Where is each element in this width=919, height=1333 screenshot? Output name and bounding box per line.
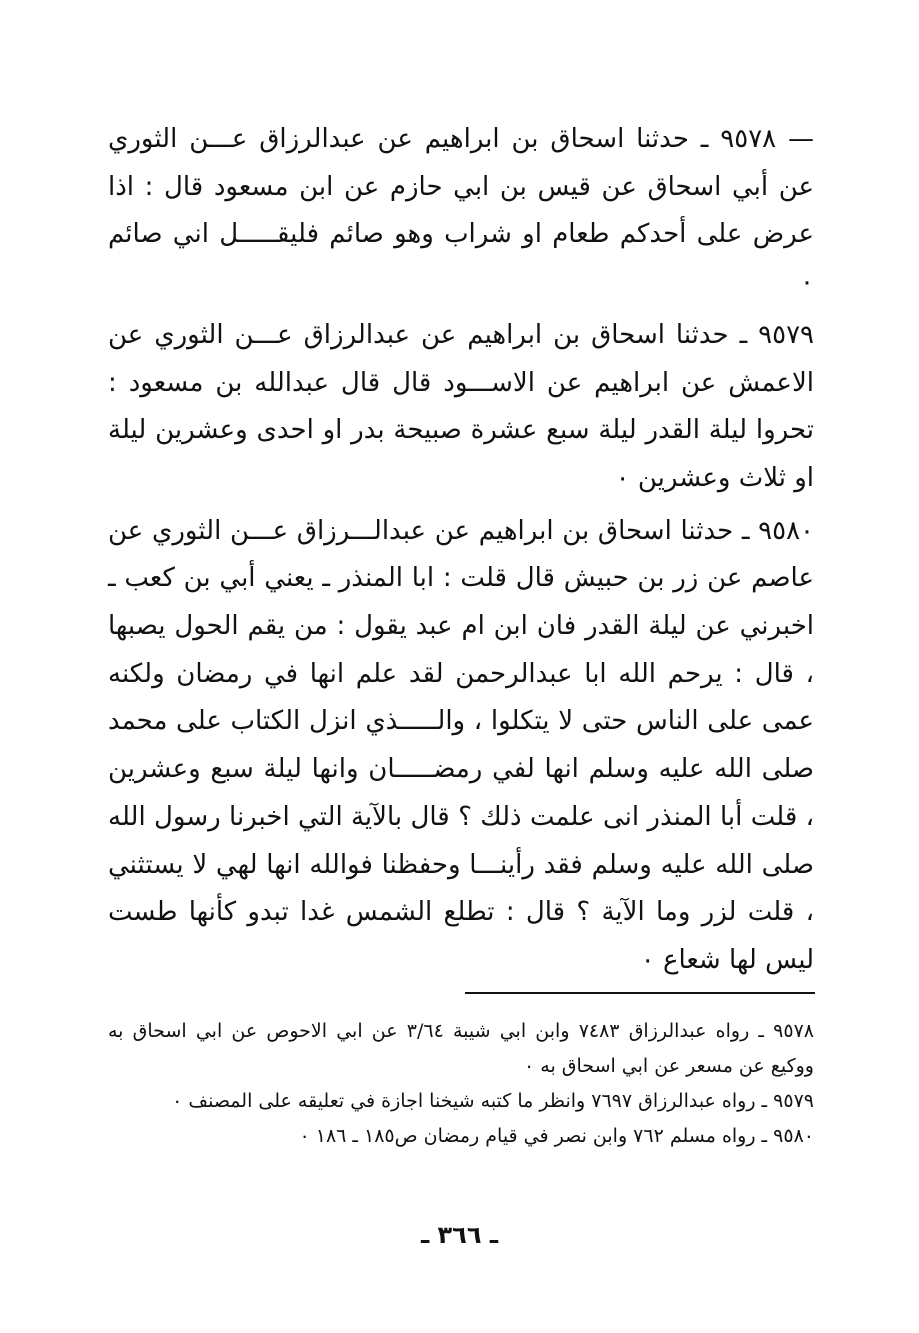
main-text — [108, 116, 814, 985]
footnote-9580: ٩٥٨٠ ـ رواه مسلم ٧٦٢ وابن نصر في قيام رمضان ص١٨٥ ـ ١٨٦ ٠ — [299, 1125, 814, 1147]
footnotes — [108, 1014, 814, 1154]
hadith-9578: — ٩٥٧٨ ـ حدثنا اسحاق بن ابراهيم عن عبدالرزاق عـــن الثوري عن أبي اسحاق عن قيس بن ابي حازم عن ابن مسعود قال : اذا عرض على أحدكم طعام او شراب وهو صائم فليقـــــل اني صائم ٠ — [108, 124, 814, 298]
page-number: ـ ٣٦٦ ـ — [420, 1221, 499, 1249]
footnote-9579: ٩٥٧٩ ـ رواه عبدالرزاق ٧٦٩٧ وانظر ما كتبه شيخنا اجازة في تعليقه على المصنف ٠ — [172, 1090, 814, 1112]
hadith-9579: ٩٥٧٩ ـ حدثنا اسحاق بن ابراهيم عن عبدالرزاق عـــن الثوري عن الاعمش عن ابراهيم عن الاســـود قال قال عبدالله بن مسعود : تحروا ليلة القدر ليلة سبع عشرة صبيحة بدر او احدى وعشرين ليلة او ثلاث وعشرين ٠ — [108, 319, 814, 493]
footnote-divider — [465, 992, 815, 994]
footnote-9578: ٩٥٧٨ ـ رواه عبدالرزاق ٧٤٨٣ وابن ابي شيبة ٣/٦٤ عن ابي الاحوص عن ابي اسحاق به ووكيع عن مسعر عن ابي اسحاق به ٠ — [108, 1020, 814, 1077]
hadith-9580: ٩٥٨٠ ـ حدثنا اسحاق بن ابراهيم عن عبدالـــرزاق عـــن الثوري عن عاصم عن زر بن حبيش قال قلت : ابا المنذر ـ يعني أبي بن كعب ـ اخبرني عن ليلة القدر فان ابن ام عبد يقول : من يقم الحول يصبها ، قال : يرحم الله ابا عبدالرحمن لقد علم انها في رمضان ولكنه عمى على الناس حتى لا يتكلوا ، والـــــذي انزل الكتاب على محمد صلى الله عليه وسلم انها لفي رمضـــــان وانها ليلة سبع وعشرين ، قلت أبا المنذر انى علمت ذلك ؟ قال بالآية التي اخبرنا رسول الله صلى الله عليه وسلم فقد رأينـــا وحفظنا فوالله انها لهي لا يستثني ، قلت لزر وما الآية ؟ قال : تطلع الشمس غدا تبدو كأنها طست ليس لها شعاع ٠ — [108, 515, 814, 975]
